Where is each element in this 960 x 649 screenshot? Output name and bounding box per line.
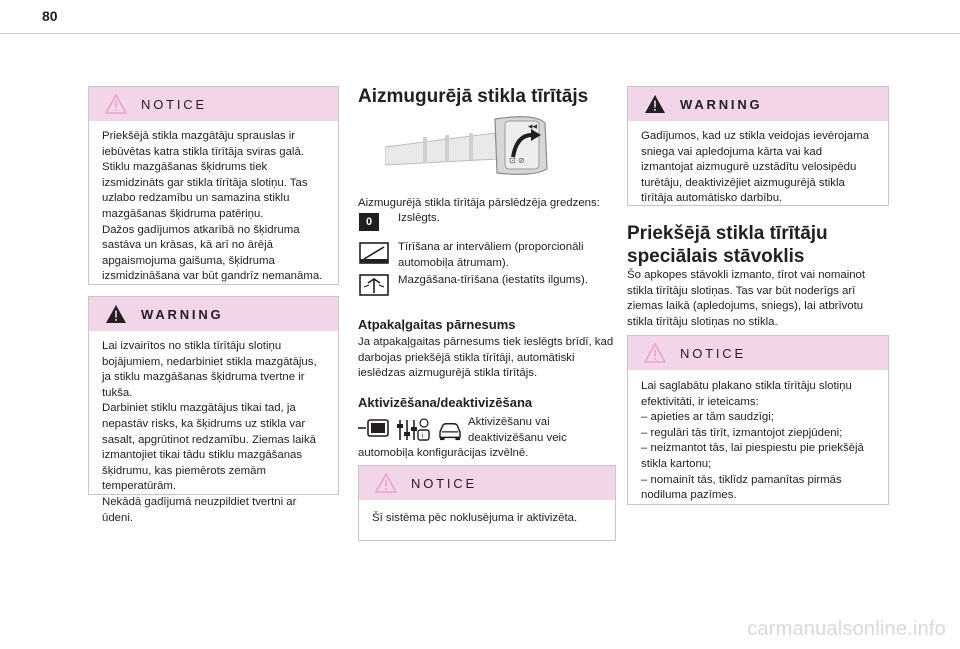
- notice-header: [628, 336, 888, 370]
- notice-paragraph: Priekšējā stikla mazgātāju sprauslas ir iebūvētas katra stikla tīrītāja sviras galā.: [102, 130, 304, 158]
- notice-list-item: – neizmantot tās, lai piespiestu pie priekšējā stikla kartonu;: [641, 442, 864, 470]
- warning-paragraph: Darbiniet stiklu mazgātājus tikai tad, ja nepastāv risks, ka šķidrums uz stikla var sasalt, apgrūtinot redzamību. Ziemas laikā izmantojiet tikai tādu stiklu mazgāšanas šķidrumu, kas piemērots zemām temperatūrām.: [102, 402, 316, 493]
- page-number: 80: [42, 8, 58, 24]
- notice-label: NOTICE: [411, 475, 477, 491]
- off-position-badge: 0: [359, 213, 379, 231]
- off-position-text: Izslēgts.: [398, 212, 440, 224]
- reverse-gear-heading: Atpakaļgaitas pārnesums: [358, 317, 516, 332]
- notice-box-left: [88, 86, 339, 285]
- warning-label: WARNING: [680, 96, 763, 112]
- service-position-text: Šo apkopes stāvokli izmanto, tīrot vai nomainot stikla tīrītāju slotiņas. Tas var būt noderīgs arī ziemas laikā (apledojums, sniegs), lai atbrīvotu stikla tīrītāju slotiņas no stikla.: [627, 269, 866, 328]
- activation-text-b: automobiļa konfigurācijas izvēlnē.: [358, 447, 529, 459]
- car-icon: [437, 421, 463, 441]
- warning-icon: [105, 304, 127, 324]
- notice-paragraph: Dažos gadījumos atkarībā no šķidruma sastāva un krāsas, kā arī no ārējā apgaismojuma gaišuma, šķidruma izsmidzināšana var būt gandrīz nemanāma.: [102, 223, 323, 283]
- switch-ring-intro: Aizmugurējā stikla tīrītāja pārslēdzēja gredzens:: [358, 197, 600, 209]
- top-divider: [0, 33, 960, 34]
- notice-warning-icon: [105, 94, 127, 114]
- notice-list-item: – apieties ar tām saudzīgi;: [641, 411, 774, 424]
- activation-heading: Aktivizēšana/deaktivizēšana: [358, 395, 533, 410]
- notice-body: [359, 500, 615, 527]
- menu-screen-icon: [358, 418, 390, 440]
- warning-icon: [644, 94, 666, 114]
- settings-sliders-icon: [396, 418, 430, 442]
- wash-wipe-icon: [358, 274, 390, 296]
- wash-wipe-text: Mazgāšana-tīrīšana (iestatīts ilgums).: [398, 274, 588, 286]
- warning-box-right: [627, 86, 889, 206]
- svg-text:◂◂: ◂◂: [528, 121, 538, 131]
- warning-body: [89, 331, 338, 526]
- activation-text-a: Aktivizēšanu vai deaktivizēšanu veic: [468, 416, 567, 444]
- warning-label: WARNING: [141, 306, 224, 322]
- notice-header: [89, 87, 338, 121]
- warning-header: [628, 87, 888, 121]
- rear-wiper-title: Aizmugurējā stikla tīrītājs: [358, 86, 589, 107]
- intermittent-wipe-icon: [358, 242, 390, 264]
- wiper-stalk-illustration: [385, 113, 585, 181]
- notice-paragraph: Stiklu mazgāšanas šķidrums tiek izsmidzināts gar stikla tīrītāja slotiņu. Tas uzlabo redzamību un samazina stiklu mazgāšanas šķidruma patēriņu.: [102, 161, 308, 220]
- watermark: carmanualsonline.info: [747, 618, 946, 640]
- notice-label: NOTICE: [680, 345, 746, 361]
- svg-text:⊡ ⊘: ⊡ ⊘: [509, 156, 525, 165]
- notice-body: [89, 121, 338, 285]
- warning-box-left: [88, 296, 339, 524]
- notice-label: NOTICE: [141, 96, 207, 112]
- notice-body: [628, 370, 888, 504]
- warning-paragraph: Lai izvairītos no stikla tīrītāju slotiņu bojājumiem, nedarbiniet stikla mazgātājus, ja stiklu mazgāšanas šķidruma tvertne ir tukša.: [102, 340, 317, 399]
- notice-list-item: – nomainīt tās, tiklīdz pamanītas pirmās nodiluma pazīmes.: [641, 473, 842, 502]
- svg-text:i: i: [421, 433, 424, 440]
- notice-warning-icon: [375, 473, 397, 493]
- warning-header: [89, 297, 338, 331]
- notice-header: [359, 466, 615, 500]
- warning-body: [628, 121, 888, 207]
- notice-box-middle: [358, 465, 616, 541]
- notice-intro: Lai saglabātu plakano stikla tīrītāju slotiņu efektivitāti, ir ieteicams:: [641, 380, 852, 408]
- reverse-gear-text: Ja atpakaļgaitas pārnesums tiek ieslēgts brīdī, kad darbojas priekšējā stikla tīrītāji, automātiski ieslēdzas aizmugurējā stikla tīrītājs.: [358, 336, 614, 380]
- intermittent-wipe-text: Tīrīšana ar intervāliem (proporcionāli automobiļa ātrumam).: [398, 241, 584, 269]
- warning-paragraph: Nekādā gadījumā neuzpildiet tvertni ar ūdeni.: [102, 495, 297, 524]
- notice-warning-icon: [644, 343, 666, 363]
- notice-list-item: – regulāri tās tīrīt, izmantojot ziepjūdeni;: [641, 426, 843, 439]
- warning-paragraph: Gadījumos, kad uz stikla veidojas ievērojama sniega vai apledojuma kārta vai kad izmantojat aizmugurē uzstādītu velosipēdu turētāju, deaktivizējiet aizmugurējā stikla tīrītāja automātisko darbību.: [641, 130, 869, 205]
- notice-paragraph: Šī sistēma pēc noklusējuma ir aktivizēta.: [372, 512, 578, 524]
- notice-box-right: [627, 335, 889, 505]
- service-position-title: Priekšējā stikla tīrītāju speciālais stāvoklis: [627, 223, 828, 267]
